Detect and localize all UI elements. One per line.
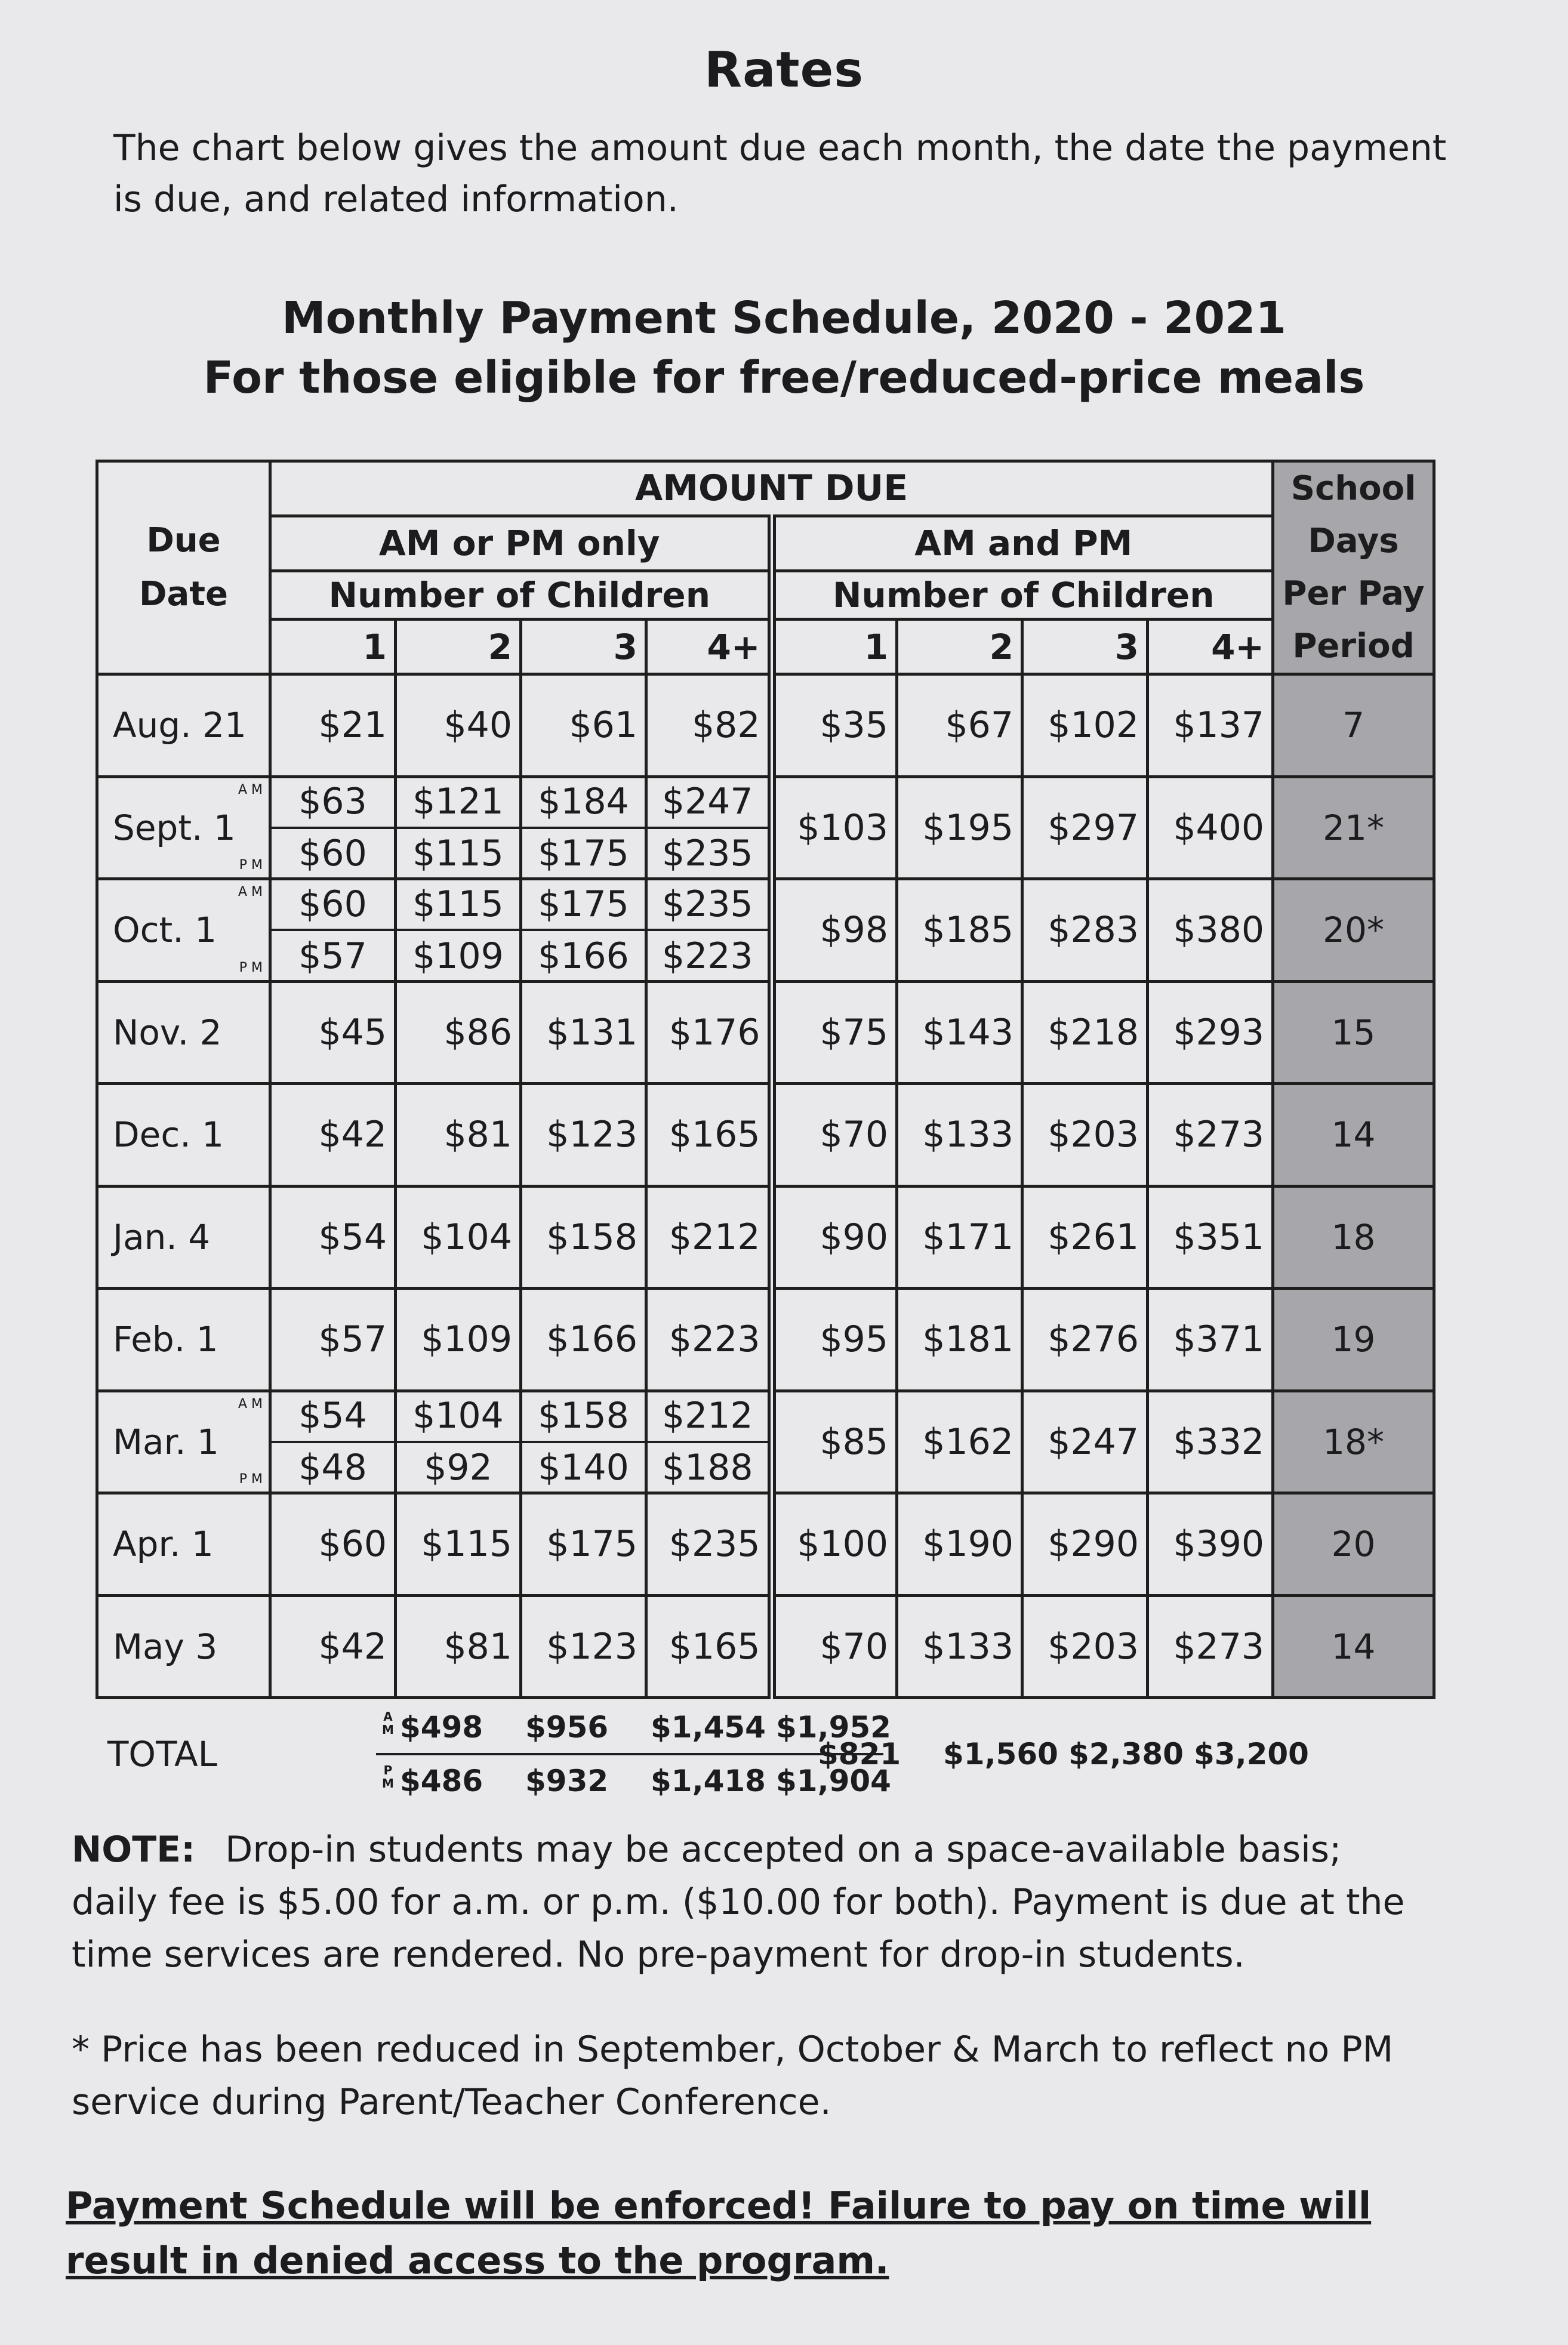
both-rate-cell: $247: [1022, 1391, 1148, 1493]
table-row: [97, 776, 1434, 879]
single-rate-split-cell: [396, 1391, 521, 1493]
due-date-text: May 3: [113, 1626, 218, 1667]
single-rate-cell: $82: [646, 674, 772, 777]
school-days-cell: 20: [1273, 1493, 1434, 1596]
both-rate-cell: $218: [1022, 981, 1148, 1084]
due-date-text: Sept. 1: [113, 807, 236, 848]
single-rate-cell: $131: [521, 981, 646, 1084]
both-rate-cell: $195: [897, 776, 1022, 879]
both-rate-cell: $380: [1148, 879, 1273, 982]
single-rate-split-cell: [270, 879, 396, 982]
date-header-text: Date: [138, 575, 229, 614]
num-children-header-single: Number of Children: [270, 571, 772, 620]
pm-marker: P M: [239, 960, 263, 975]
pm-rate: $48: [298, 1447, 367, 1489]
both-rate-cell: $100: [772, 1493, 897, 1596]
pm-rate: $188: [661, 1447, 753, 1489]
am-rate: $184: [522, 777, 645, 829]
children-col-both-2: 2: [897, 620, 1022, 674]
both-rate-cell: $297: [1022, 776, 1148, 879]
pm-marker: P M: [239, 858, 263, 873]
due-date-text: Feb. 1: [113, 1319, 218, 1360]
single-rate-cell: $21: [270, 674, 396, 777]
single-rate-cell: $61: [521, 674, 646, 777]
pm-rate: $109: [412, 935, 504, 977]
single-rate-split-cell: [646, 1391, 772, 1493]
single-rate-cell: $212: [646, 1186, 772, 1289]
pm-total-value: $486: [400, 1764, 483, 1798]
both-total-value: $1,560: [943, 1737, 1058, 1771]
due-header-text: Due: [146, 521, 221, 560]
both-rate-cell: $283: [1022, 879, 1148, 982]
due-date-text: Jan. 4: [113, 1216, 211, 1258]
page-title: Rates: [704, 42, 864, 98]
children-col-single-1: 1: [270, 620, 396, 674]
pm-rate: $57: [298, 935, 367, 977]
children-col-single-2: 2: [396, 620, 521, 674]
table-row: [97, 1289, 1434, 1391]
due-date-cell: [97, 674, 270, 777]
single-rate-cell: $235: [646, 1493, 772, 1596]
single-rate-cell: $166: [521, 1289, 646, 1391]
both-rate-cell: $90: [772, 1186, 897, 1289]
table-row: [97, 674, 1434, 777]
school-days-cell: 14: [1273, 1595, 1434, 1698]
am-total-value: $1,952: [776, 1710, 891, 1745]
table-row: [97, 1186, 1434, 1289]
am-rate: $63: [272, 777, 394, 829]
pm-total-value: $932: [525, 1764, 609, 1798]
both-rate-cell: $70: [772, 1084, 897, 1187]
intro-paragraph: The chart below gives the amount due each month, the date the payment is due, and related information.: [113, 127, 1447, 220]
single-rate-cell: $60: [270, 1493, 396, 1596]
due-date-cell: [97, 981, 270, 1084]
am-rate: $247: [648, 777, 768, 829]
pm-rate: $235: [661, 833, 753, 875]
due-date-cell: [97, 1186, 270, 1289]
single-rate-cell: $54: [270, 1186, 396, 1289]
payment-schedule-table: [96, 460, 1435, 1699]
due-date-cell: [97, 1084, 270, 1187]
school-days-cell: 18: [1273, 1186, 1434, 1289]
children-count-row: [97, 620, 1434, 674]
am-marker: A M: [238, 782, 263, 797]
single-rate-cell: $42: [270, 1595, 396, 1698]
due-date-cell: [97, 879, 270, 982]
children-col-both-1: 1: [772, 620, 897, 674]
both-rate-cell: $400: [1148, 776, 1273, 879]
total-divider: [376, 1753, 883, 1755]
single-rate-split-cell: [521, 879, 646, 982]
single-rate-split-cell: [270, 776, 396, 879]
due-date-text: Dec. 1: [113, 1114, 224, 1155]
num-children-header-both: Number of Children: [772, 571, 1273, 620]
table-row: [97, 1084, 1434, 1187]
single-rate-cell: $165: [646, 1595, 772, 1698]
both-total-value: $821: [818, 1737, 901, 1771]
single-rate-split-cell: [270, 1391, 396, 1493]
both-rate-cell: $162: [897, 1391, 1022, 1493]
am-rate: $175: [522, 879, 645, 931]
note-paragraph: [72, 1823, 1433, 1981]
pm-total-value: $1,904: [776, 1764, 891, 1798]
note-label: NOTE:: [72, 1829, 196, 1871]
am-or-pm-header: AM or PM only: [270, 516, 772, 571]
single-rate-split-cell: [396, 879, 521, 982]
due-date-text: Nov. 2: [113, 1012, 222, 1053]
table-row: [97, 879, 1434, 982]
am-total-marker: A M: [382, 1709, 394, 1737]
single-rate-cell: $57: [270, 1289, 396, 1391]
single-rate-cell: $176: [646, 981, 772, 1084]
footnote: * Price has been reduced in September, October & March to reflect no PM service during Parent/Teacher Conference.: [72, 2029, 1394, 2123]
pm-rate: $175: [538, 833, 629, 875]
school-days-cell: 15: [1273, 981, 1434, 1084]
school-days-header: [1273, 461, 1434, 674]
both-rate-cell: $85: [772, 1391, 897, 1493]
both-rate-cell: $181: [897, 1289, 1022, 1391]
children-col-single-3: 3: [521, 620, 646, 674]
schedule-title: Monthly Payment Schedule, 2020 - 2021: [281, 292, 1287, 344]
both-rate-cell: $171: [897, 1186, 1022, 1289]
single-rate-split-cell: [521, 776, 646, 879]
am-marker: A M: [238, 1396, 263, 1412]
both-rate-cell: $133: [897, 1595, 1022, 1698]
single-rate-cell: $86: [396, 981, 521, 1084]
single-rate-cell: $158: [521, 1186, 646, 1289]
both-rate-cell: $103: [772, 776, 897, 879]
table-row: [97, 1493, 1434, 1596]
children-col-both-3: 3: [1022, 620, 1148, 674]
single-rate-cell: $165: [646, 1084, 772, 1187]
pm-rate: $92: [424, 1447, 492, 1489]
school-days-cell: 18*: [1273, 1391, 1434, 1493]
single-rate-cell: $109: [396, 1289, 521, 1391]
school-days-cell: 14: [1273, 1084, 1434, 1187]
both-rate-cell: $102: [1022, 674, 1148, 777]
school-days-cell: 20*: [1273, 879, 1434, 982]
single-rate-cell: $175: [521, 1493, 646, 1596]
single-rate-cell: $104: [396, 1186, 521, 1289]
single-rate-cell: $123: [521, 1595, 646, 1698]
due-date-text: Oct. 1: [113, 910, 217, 951]
table-row: [97, 981, 1434, 1084]
pm-rate: $140: [538, 1447, 629, 1489]
due-date-cell: [97, 1391, 270, 1493]
enforcement-notice: Payment Schedule will be enforced! Failure to pay on time will result in denied access to the program.: [66, 2184, 1372, 2282]
both-rate-cell: $185: [897, 879, 1022, 982]
both-rate-cell: $35: [772, 674, 897, 777]
both-rate-cell: $137: [1148, 674, 1273, 777]
school-days-header-text: School Days Per Pay Period: [1282, 469, 1425, 665]
children-col-single-4: 4+: [646, 620, 772, 674]
am-marker: A M: [238, 885, 263, 899]
due-date-header: [97, 461, 270, 674]
pm-rate: $115: [412, 833, 504, 875]
both-total-value: $2,380: [1068, 1737, 1184, 1771]
pm-marker: P M: [239, 1472, 263, 1487]
both-rate-cell: $332: [1148, 1391, 1273, 1493]
am-total-value: $498: [400, 1710, 483, 1745]
table-row: [97, 1595, 1434, 1698]
am-rate: $54: [272, 1391, 394, 1443]
both-rate-cell: $203: [1022, 1595, 1148, 1698]
am-rate: $115: [397, 879, 519, 931]
school-days-cell: 19: [1273, 1289, 1434, 1391]
pm-total-value: $1,418: [651, 1764, 766, 1798]
am-rate: $235: [648, 879, 768, 931]
due-date-text: Apr. 1: [113, 1524, 214, 1565]
both-rate-cell: $261: [1022, 1186, 1148, 1289]
single-rate-cell: $223: [646, 1289, 772, 1391]
single-rate-cell: $81: [396, 1595, 521, 1698]
due-date-cell: [97, 1595, 270, 1698]
both-rate-cell: $351: [1148, 1186, 1273, 1289]
both-rate-cell: $203: [1022, 1084, 1148, 1187]
note-text: Drop-in students may be accepted on a space-available basis; daily fee is $5.00 for a.m. or p.m. ($10.00 for both). Payment is due at the time services are rendered. No pre-payment for drop-in students.: [72, 1829, 1405, 1976]
amount-due-header: AMOUNT DUE: [270, 461, 1273, 516]
both-rate-cell: $290: [1022, 1493, 1148, 1596]
both-rate-cell: $95: [772, 1289, 897, 1391]
both-rate-cell: $67: [897, 674, 1022, 777]
total-both-row: [818, 1737, 1319, 1771]
pm-rate: $166: [538, 935, 629, 977]
due-date-cell: [97, 776, 270, 879]
school-days-cell: 7: [1273, 674, 1434, 777]
both-total-value: $3,200: [1194, 1737, 1309, 1771]
both-rate-cell: $98: [772, 879, 897, 982]
single-rate-split-cell: [646, 776, 772, 879]
both-rate-cell: $371: [1148, 1289, 1273, 1391]
am-total-value: $1,454: [651, 1710, 766, 1745]
due-date-text: Mar. 1: [113, 1421, 219, 1462]
both-rate-cell: $276: [1022, 1289, 1148, 1391]
single-rate-split-cell: [521, 1391, 646, 1493]
single-rate-cell: $81: [396, 1084, 521, 1187]
single-rate-cell: $115: [396, 1493, 521, 1596]
both-rate-cell: $143: [897, 981, 1022, 1084]
both-rate-cell: $390: [1148, 1493, 1273, 1596]
single-rate-split-cell: [646, 879, 772, 982]
am-rate: $121: [397, 777, 519, 829]
am-total-value: $956: [525, 1710, 609, 1745]
both-rate-cell: $75: [772, 981, 897, 1084]
am-rate: $158: [522, 1391, 645, 1443]
both-rate-cell: $133: [897, 1084, 1022, 1187]
schedule-subtitle: For those eligible for free/reduced-price meals: [203, 352, 1365, 403]
am-rate: $60: [272, 879, 394, 931]
both-rate-cell: $273: [1148, 1084, 1273, 1187]
totals-section: [96, 1704, 1433, 1811]
single-rate-cell: $42: [270, 1084, 396, 1187]
both-rate-cell: $273: [1148, 1595, 1273, 1698]
due-date-cell: [97, 1289, 270, 1391]
both-rate-cell: $190: [897, 1493, 1022, 1596]
children-col-both-4: 4+: [1148, 620, 1273, 674]
total-label: TOTAL: [107, 1734, 217, 1774]
single-rate-split-cell: [396, 776, 521, 879]
single-rate-cell: $45: [270, 981, 396, 1084]
am-and-pm-header: AM and PM: [772, 516, 1273, 571]
due-date-cell: [97, 1493, 270, 1596]
both-rate-cell: $70: [772, 1595, 897, 1698]
pm-rate: $223: [661, 935, 753, 977]
single-rate-cell: $40: [396, 674, 521, 777]
pm-rate: $60: [298, 833, 367, 875]
am-rate: $212: [648, 1391, 768, 1443]
pm-total-marker: P M: [382, 1763, 394, 1791]
am-rate: $104: [397, 1391, 519, 1443]
both-rate-cell: $293: [1148, 981, 1273, 1084]
table-row: [97, 1391, 1434, 1493]
single-rate-cell: $123: [521, 1084, 646, 1187]
due-date-text: Aug. 21: [113, 705, 247, 746]
school-days-cell: 21*: [1273, 776, 1434, 879]
